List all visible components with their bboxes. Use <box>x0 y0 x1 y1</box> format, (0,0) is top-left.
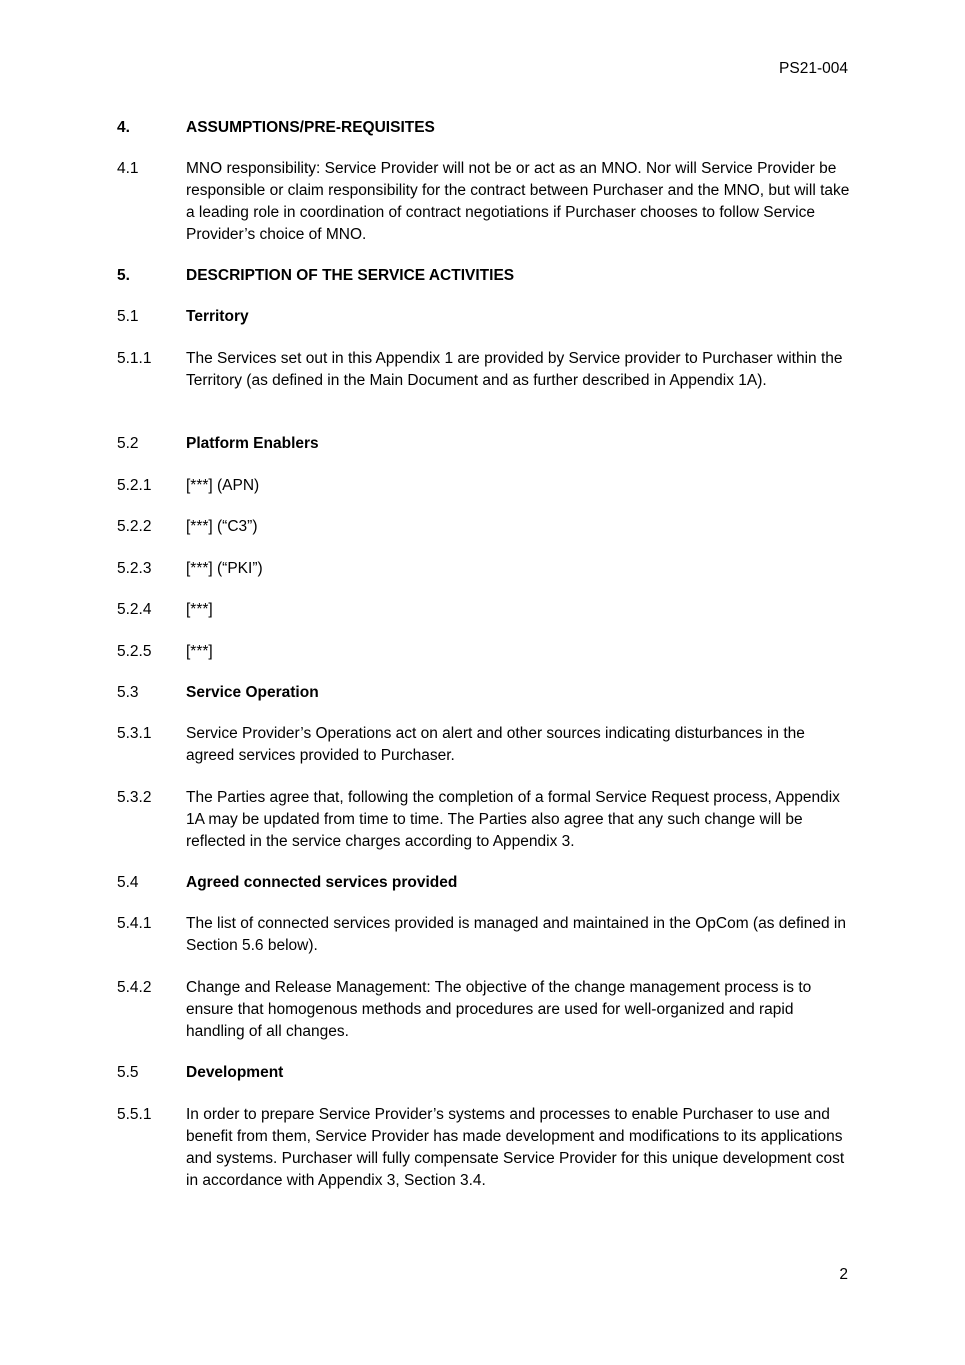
subsection-5-4 <box>117 872 850 894</box>
subsection-number: 5.5 <box>117 1064 139 1081</box>
subsection-5-5 <box>117 1062 850 1084</box>
subsection-title: Service Operation <box>186 684 319 701</box>
clause-5-2-4 <box>117 599 850 621</box>
section-heading-5 <box>117 265 850 287</box>
clause-5-2-1 <box>117 475 850 497</box>
section-title: ASSUMPTIONS/PRE-REQUISITES <box>186 119 435 136</box>
clause-5-5-1 <box>117 1104 850 1192</box>
clause-text: The list of connected services provided is managed and maintained in the OpCom (as defined in Section 5.6 below). <box>186 915 846 954</box>
section-number: 4. <box>117 119 130 136</box>
subsection-5-3 <box>117 682 850 704</box>
document-reference: PS21-004 <box>779 60 848 77</box>
clause-number: 5.2.4 <box>117 601 152 618</box>
subsection-title: Agreed connected services provided <box>186 874 458 891</box>
section-number: 5. <box>117 267 130 284</box>
clause-number: 5.5.1 <box>117 1106 152 1123</box>
clause-text: [***] (APN) <box>186 477 260 494</box>
clause-text: Change and Release Management: The objective of the change management process is to ensure that homogenous methods and procedures are used for well-organized and rapid handling of all changes. <box>186 979 812 1040</box>
clause-text: [***] <box>186 601 213 618</box>
clause-5-2-3 <box>117 558 850 580</box>
clause-5-3-1 <box>117 723 850 767</box>
clause-number: 5.3.1 <box>117 725 152 742</box>
clause-number: 5.1.1 <box>117 350 152 367</box>
clause-number: 4.1 <box>117 160 139 177</box>
clause-text: [***] (“PKI”) <box>186 560 263 577</box>
subsection-number: 5.3 <box>117 684 139 701</box>
clause-5-1-1 <box>117 348 850 392</box>
clause-5-4-1 <box>117 913 850 957</box>
clause-number: 5.2.2 <box>117 518 152 535</box>
clause-number: 5.2.3 <box>117 560 152 577</box>
subsection-number: 5.1 <box>117 308 139 325</box>
clause-text: MNO responsibility: Service Provider will not be or act as an MNO. Nor will Service Provider be responsible or claim responsibility for the contract between Purchaser and the MNO, but will take a leading role in coordination of contract negotiations if Purchaser chooses to follow Service Provider’s choice of MNO. <box>186 160 850 243</box>
clause-5-3-2 <box>117 787 850 853</box>
clause-number: 5.3.2 <box>117 789 152 806</box>
subsection-title: Platform Enablers <box>186 435 319 452</box>
clause-4-1 <box>117 158 850 246</box>
clause-text: Service Provider’s Operations act on alert and other sources indicating disturbances in the agreed services provided to Purchaser. <box>186 725 805 764</box>
clause-5-2-5 <box>117 641 850 663</box>
clause-5-2-2 <box>117 516 850 538</box>
subsection-5-2 <box>117 433 850 455</box>
clause-number: 5.4.1 <box>117 915 152 932</box>
subsection-number: 5.4 <box>117 874 139 891</box>
section-title: DESCRIPTION OF THE SERVICE ACTIVITIES <box>186 267 515 284</box>
subsection-title: Development <box>186 1064 284 1081</box>
section-heading-4 <box>117 117 850 139</box>
clause-number: 5.2.1 <box>117 477 152 494</box>
clause-5-4-2 <box>117 977 850 1043</box>
page-number: 2 <box>839 1266 848 1283</box>
clause-text: The Services set out in this Appendix 1 are provided by Service provider to Purchaser within the Territory (as defined in the Main Document and as further described in Appendix 1A). <box>186 350 843 389</box>
subsection-5-1 <box>117 306 850 328</box>
clause-text: The Parties agree that, following the completion of a formal Service Request process, Appendix 1A may be updated from time to time. The Parties also agree that any such change will be reflected in the service charges according to Appendix 3. <box>186 789 840 850</box>
clause-text: In order to prepare Service Provider’s systems and processes to enable Purchaser to use and benefit from them, Service Provider has made development and modifications to its applications and systems. Purchaser will fully compensate Service Provider for this unique development cost in accordance with Appendix 3, Section 3.4. <box>186 1106 845 1189</box>
subsection-title: Territory <box>186 308 249 325</box>
clause-text: [***] <box>186 643 213 660</box>
subsection-number: 5.2 <box>117 435 139 452</box>
clause-number: 5.2.5 <box>117 643 152 660</box>
clause-number: 5.4.2 <box>117 979 152 996</box>
clause-text: [***] (“C3”) <box>186 518 258 535</box>
